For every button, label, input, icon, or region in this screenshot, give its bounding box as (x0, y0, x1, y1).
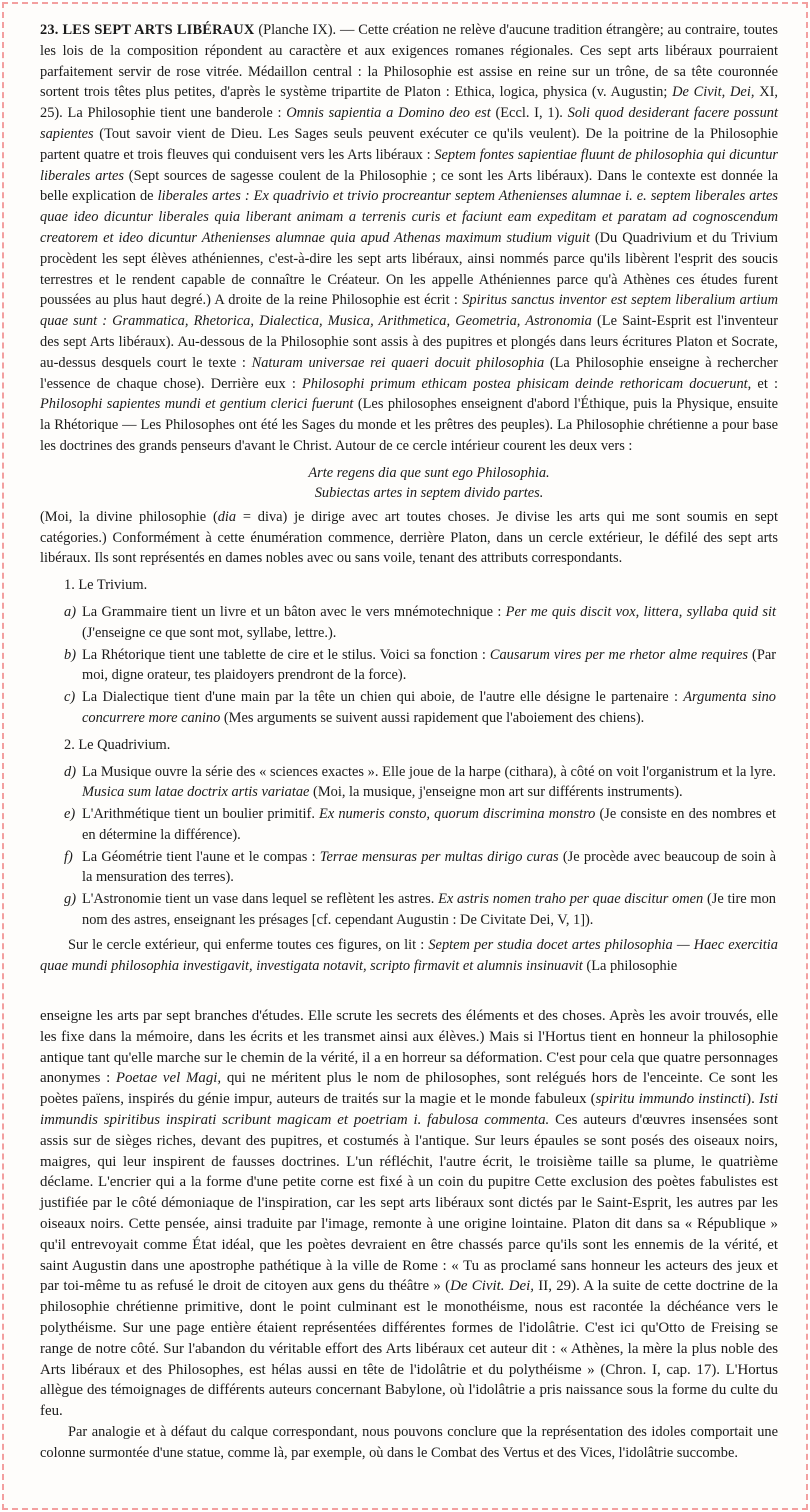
latin-verse (40, 463, 778, 503)
idols-paragraph: Par analogie et à défaut du calque correspondant, nous pouvons conclure que la représentation des idoles comportait une colonne surmontée d'une statue, comme là, par exemple, où dans le Combat des Vertus et des Vices, l'idolâtrie succombe. (40, 1423, 778, 1462)
list-item (40, 889, 778, 931)
outer-circle-paragraph: Sur le cercle extérieur, qui enferme toutes ces figures, on lit : Septem per studia docet artes philosophia — Haec exercitia quae mundi philosophia investigavit, investigata notavit, scripto firmavit et alumnis insinuavit (La philosophie (40, 936, 778, 974)
item-text: La Géométrie tient l'aune et le compas : Terrae mensuras per multas dirigo curas (Je procède avec beaucoup de soin à la mensuration des terres). (82, 848, 776, 886)
upper-section (40, 20, 779, 974)
item-letter: a) (64, 603, 76, 620)
list-item (40, 645, 778, 687)
item-text: La Grammaire tient un livre et un bâton avec le vers mnémotechnique : Per me quis discit vox, littera, syllaba quid sit (J'enseigne ce que sont mot, syllabe, lettre.). (82, 603, 776, 641)
list-item (40, 762, 778, 804)
verse-translation-paragraph: (Moi, la divine philosophie (dia = diva) je dirige avec art toutes choses. Je divise les arts qui me sont soumis en sept catégories.) Conformément à cette énumération commence, derrière Platon, dans un cercle extérieur, le défilé des sept arts libéraux. Ils sont représentés en dames nobles avec ou sans voile, tenant des attributs correspondants. (40, 508, 778, 567)
item-letter: e) (64, 806, 76, 823)
verse-line-2: Subiectas artes in septem divido partes. (314, 484, 544, 501)
item-letter: c) (64, 689, 76, 706)
item-text: La Rhétorique tient une tablette de cire et le stilus. Voici sa fonction : Causarum vires per me rhetor alme requires (Par moi, digne orateur, tes plaidoyers prendront de la force). (82, 646, 776, 684)
item-text: L'Arithmétique tient un boulier primitif. Ex numeris consto, quorum discrimina monstro (Je consiste en des nombres et en détermine la différence). (82, 806, 776, 843)
list-item (40, 602, 778, 644)
item-text: L'Astronomie tient un vase dans lequel se reflètent les astres. Ex astris nomen traho per quae discitur omen (Je tire mon nom des astres, enseignant les présages [cf. cependant Augustin : De Civitate Dei, V, 1]). (82, 891, 776, 929)
cut-line-fragment (40, 935, 778, 974)
poets-paragraph: enseigne les arts par sept branches d'études. Elle scrute les secrets des éléments et des choses. Après les avoir trouvés, elle les fixe dans la mémoire, dans les écrits et les transmet ainsi aux élèves.) Mais si l'Hortus tient en honneur la philosophie antique tant qu'elle marche sur le chemin de la vérité, il a en horreur sa déformation. C'est pour cela que quatre personnages anonymes : Poetae vel Magi, qui ne méritent plus le nom de philosophes, sont relégués hors de l'enceinte. Ce sont les poètes païens, inspirés du génie impur, auteurs de traités sur la magie et le monde fabuleux (spiritu immundo instincti). Isti immundis spiritibus inspirati scribunt magicam et poetriam i. fabulosa commenta. Ces auteurs d'œuvres insensées sont assis sur de sièges riches, devant des pupitres, et costumés à l'antique. Sur leurs épaules se sont posés des oiseaux noirs, maigres, qui leur inspirent de fausses doctrines. L'un réfléchit, l'autre écrit, le troisième taille sa plume, le quatrième déclame. L'encrier qui a la forme d'une petite corne est fixé à un coin du pupitre Cette exclusion des poètes fabulistes est justifiée par le côté démoniaque de l'inspiration, car les sept arts libéraux sont dictés par le Saint-Esprit, les autres par les oiseaux noirs. Cette pensée, ainsi traduite par l'image, remonte à une origine lointaine. Platon dit dans sa « République » qu'il entrevoyait comme État idéal, que les poètes devraient en être chassés parce qu'ils sont les ennemis de la vérité, et saint Augustin dans une apostrophe pathétique à la ville de Rome : « Tu as proclamé sans honneur les acteurs des jeux et par toi-même tu as refusé le droit de citoyen aux gens du théâtre » (De Civit. Dei, II, 29). A la suite de cette doctrine de la philosophie chrétienne primitive, dont le point culminant est le monothéisme, nous est racontée la déchéance vers le polythéisme. Sur une page entière étaient représentées différentes formes de l'idolâtrie. C'est ici qu'Otto de Freising se range de notre côté. Sur l'abandon du véritable effort des Arts libéraux cet auteur dit : « Athènes, la mère la plus noble des Arts libéraux et des Philosophes, est hélas aussi en tête de l'idolâtrie et du polythéisme » (Chron. I, cap. 17). L'Hortus allègue des témoignages de différents auteurs concernant Babylone, où l'idolâtrie a pris naissance sous la forme du culte du feu. (40, 1008, 778, 1420)
list-item (40, 687, 778, 729)
item-letter: f) (64, 848, 73, 865)
item-letter: d) (64, 763, 76, 780)
trivium-title: 1. Le Trivium. (64, 577, 148, 594)
verse-line-1: Arte regens dia que sunt ego Philosophia. (308, 464, 550, 481)
section-heading: LES SEPT ARTS LIBÉRAUX (62, 22, 255, 38)
document-page (2, 2, 808, 1510)
item-letter: b) (64, 646, 76, 663)
quadrivium-list (40, 762, 778, 931)
plate-reference: (Planche IX). (258, 22, 337, 38)
lower-section (40, 1006, 778, 1465)
item-text: La Musique ouvre la série des « sciences exactes ». Elle joue de la harpe (cithara), à côté on voit l'organistrum et la lyre. Musica sum latae doctrix artis variatae (Moi, la musique, j'enseigne mon art sur différents instruments). (82, 763, 776, 801)
list-item (40, 804, 778, 846)
section-number: 23. (40, 22, 59, 38)
item-text: La Dialectique tient d'une main par la tête un chien qui aboie, de l'autre elle désigne le partenaire : Argumenta sino concurrere more canino (Mes arguments se suivent aussi rapidement que l'aboiement des chiens). (82, 689, 776, 726)
quadrivium-title: 2. Le Quadrivium. (64, 736, 171, 753)
trivium-list (40, 602, 778, 729)
list-item (40, 847, 778, 889)
item-letter: g) (64, 891, 76, 908)
intro-paragraph: 23. LES SEPT ARTS LIBÉRAUX (Planche IX). — Cette création ne relève d'aucune tradition étrangère; au contraire, toutes les lois de la composition répondent au caractère et aux exigences romanes régionales. Ces sept arts libéraux pourraient parfaitement servir de rose vitrée. Médaillon central : la Philosophie est assise en reine sur un trône, de sa tête couronnée sortent trois têtes plus petites, d'après le système tripartite de Platon : Ethica, logica, physica (v. Augustin; De Civit, Dei, XI, 25). La Philosophie tient une banderole : Omnis sapientia a Domino deo est (Eccl. I, 1). Soli quod desiderant facere possunt sapientes (Tout savoir vient de Dieu. Les Sages seuls peuvent exécuter ce qu'ils veulent). De la poitrine de la Philosophie partent quatre et trois fleuves qui conduisent vers les Arts libéraux : Septem fontes sapientiae fluunt de philosophia qui dicuntur liberales artes (Sept sources de sagesse coulent de la Philosophie ; ce sont les Arts libéraux). Dans le contexte est donnée la belle explication de liberales artes : Ex quadrivio et trivio procreantur septem Athenienses alumnae i. e. septem liberales artes quae ideo dicuntur liberales quia liberant animam a terrenis curis et faciunt eam expeditam et paratam ad cognoscendum creatorem et ideo dicuntur Athenienses alumnae quia apud Athenas maximum studium viguit (Du Quadrivium et du Trivium procèdent les sept élèves athéniennes, c'est-à-dire les sept arts libéraux, ainsi nommés parce qu'ils libèrent l'esprit des soucis terrestres et le rendent capable de connaître le Créateur. On les appelle Athéniennes parce qu'à Athènes ces études furent poussées au plus haut degré.) A droite de la reine Philosophie est écrit : Spiritus sanctus inventor est septem liberalium artium quae sunt : Grammatica, Rhetorica, Dialectica, Musica, Arithmetica, Geometria, Astronomia (Le Saint-Esprit est l'inventeur des sept Arts libéraux). Au-dessous de la Philosophie sont assis à des pupitres et plongés dans leurs écritures Platon et Socrate, au-dessus desquels court le texte : Naturam universae rei quaeri docuit philosophia (La Philosophie enseigne à rechercher l'essence de chaque chose). Derrière eux : Philosophi primum ethicam postea phisicam deinde rethoricam docuerunt, et : Philosophi sapientes mundi et gentium clerici fuerunt (Les philosophes enseignent d'abord l'Éthique, puis la Physique, ensuite la Rhétorique — Les Philosophes ont été les Sages du monde et les prêtres des peuples). La Philosophie chrétienne a pour base les doctrines des grands penseurs d'avant le Christ. Autour de ce cercle intérieur courent les deux vers : (40, 22, 779, 454)
